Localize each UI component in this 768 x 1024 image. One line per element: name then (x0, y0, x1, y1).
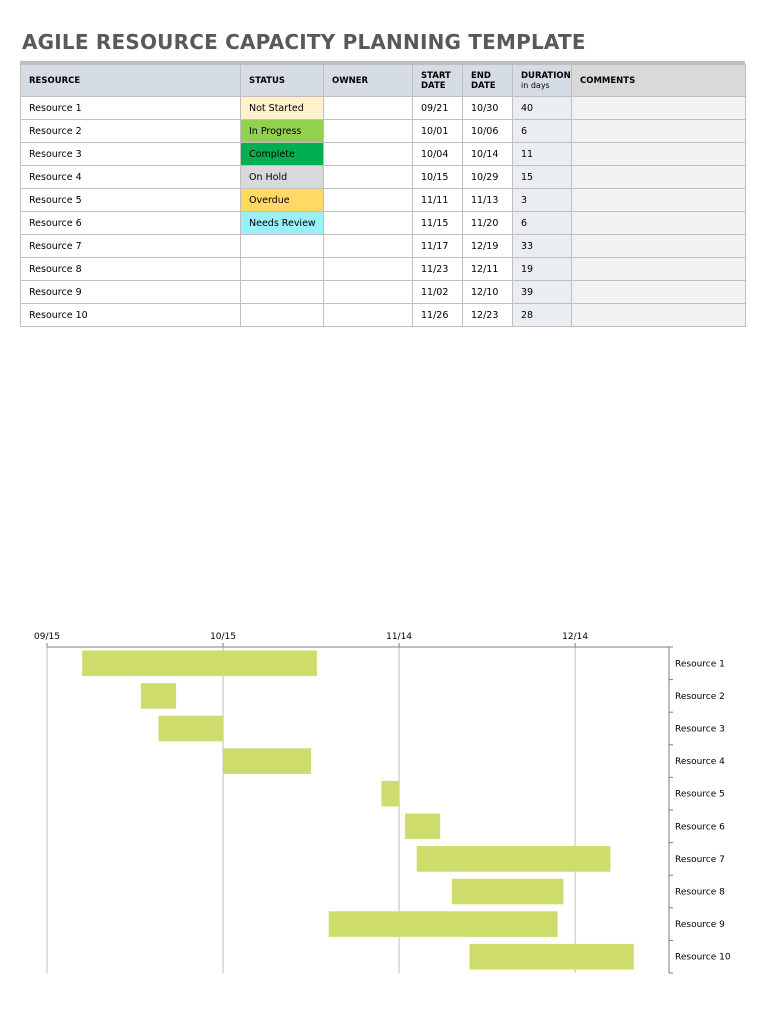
header-comments: COMMENTS (572, 65, 746, 97)
cell-end-date[interactable]: 12/11 (463, 258, 513, 281)
cell-duration[interactable]: 3 (513, 189, 572, 212)
header-duration-sub: in days (521, 80, 550, 90)
cell-start-date[interactable]: 11/02 (413, 281, 463, 304)
gantt-bar[interactable] (158, 716, 223, 742)
page-title: AGILE RESOURCE CAPACITY PLANNING TEMPLATE (22, 30, 586, 54)
resource-table-container (20, 61, 745, 327)
gantt-bar[interactable] (417, 846, 611, 872)
table-header-row (21, 65, 746, 97)
cell-end-date[interactable]: 10/30 (463, 97, 513, 120)
gantt-category-label: Resource 2 (675, 691, 725, 702)
cell-owner[interactable] (324, 235, 413, 258)
gantt-category-label: Resource 4 (675, 757, 725, 768)
header-resource: RESOURCE (21, 65, 241, 97)
header-status: STATUS (241, 65, 324, 97)
cell-start-date[interactable]: 10/04 (413, 143, 463, 166)
cell-owner[interactable] (324, 304, 413, 327)
cell-status[interactable]: In Progress (241, 120, 324, 143)
cell-status[interactable]: Overdue (241, 189, 324, 212)
cell-comments[interactable] (572, 258, 746, 281)
cell-status[interactable] (241, 235, 324, 258)
cell-comments[interactable] (572, 166, 746, 189)
cell-owner[interactable] (324, 281, 413, 304)
gantt-bar[interactable] (381, 781, 399, 807)
table-row (21, 212, 746, 235)
table-row (21, 97, 746, 120)
cell-status[interactable] (241, 304, 324, 327)
cell-start-date[interactable]: 11/26 (413, 304, 463, 327)
cell-duration[interactable]: 28 (513, 304, 572, 327)
cell-resource[interactable]: Resource 6 (21, 212, 241, 235)
table-row (21, 281, 746, 304)
cell-end-date[interactable]: 10/29 (463, 166, 513, 189)
cell-comments[interactable] (572, 212, 746, 235)
table-row (21, 189, 746, 212)
cell-end-date[interactable]: 11/13 (463, 189, 513, 212)
gantt-category-label: Resource 9 (675, 920, 725, 931)
cell-resource[interactable]: Resource 5 (21, 189, 241, 212)
gantt-tick-label: 10/15 (210, 632, 237, 642)
header-owner: OWNER (324, 65, 413, 97)
cell-resource[interactable]: Resource 4 (21, 166, 241, 189)
cell-resource[interactable]: Resource 3 (21, 143, 241, 166)
cell-comments[interactable] (572, 304, 746, 327)
cell-duration[interactable]: 19 (513, 258, 572, 281)
cell-status[interactable] (241, 281, 324, 304)
cell-start-date[interactable]: 11/23 (413, 258, 463, 281)
gantt-bar[interactable] (469, 944, 633, 970)
header-start-date-label: START DATE (421, 70, 451, 91)
cell-status[interactable]: On Hold (241, 166, 324, 189)
cell-end-date[interactable]: 10/14 (463, 143, 513, 166)
cell-owner[interactable] (324, 189, 413, 212)
cell-start-date[interactable]: 09/21 (413, 97, 463, 120)
cell-end-date[interactable]: 12/19 (463, 235, 513, 258)
cell-duration[interactable]: 6 (513, 212, 572, 235)
cell-owner[interactable] (324, 120, 413, 143)
resource-table (20, 64, 746, 327)
cell-duration[interactable]: 33 (513, 235, 572, 258)
table-row (21, 120, 746, 143)
cell-duration[interactable]: 40 (513, 97, 572, 120)
gantt-bar[interactable] (141, 683, 176, 709)
cell-duration[interactable]: 15 (513, 166, 572, 189)
gantt-chart (0, 600, 768, 1000)
cell-resource[interactable]: Resource 7 (21, 235, 241, 258)
cell-resource[interactable]: Resource 2 (21, 120, 241, 143)
gantt-tick-label: 09/15 (34, 632, 60, 642)
gantt-category-label: Resource 5 (675, 789, 725, 800)
gantt-tick-label: 12/14 (562, 632, 589, 642)
gantt-bar[interactable] (329, 911, 558, 937)
table-body (21, 97, 746, 327)
cell-comments[interactable] (572, 97, 746, 120)
cell-start-date[interactable]: 10/15 (413, 166, 463, 189)
cell-resource[interactable]: Resource 10 (21, 304, 241, 327)
cell-status[interactable]: Complete (241, 143, 324, 166)
cell-resource[interactable]: Resource 9 (21, 281, 241, 304)
gantt-category-label: Resource 6 (675, 822, 725, 833)
cell-comments[interactable] (572, 281, 746, 304)
cell-comments[interactable] (572, 120, 746, 143)
cell-end-date[interactable]: 12/10 (463, 281, 513, 304)
cell-status[interactable] (241, 258, 324, 281)
cell-comments[interactable] (572, 143, 746, 166)
cell-owner[interactable] (324, 97, 413, 120)
gantt-bar[interactable] (82, 651, 317, 677)
gantt-bar[interactable] (452, 879, 563, 905)
cell-duration[interactable]: 11 (513, 143, 572, 166)
cell-owner[interactable] (324, 212, 413, 235)
cell-owner[interactable] (324, 258, 413, 281)
cell-start-date[interactable]: 11/15 (413, 212, 463, 235)
header-duration-label: DURATION (521, 70, 571, 81)
gantt-bar[interactable] (405, 814, 440, 840)
gantt-chart-svg (0, 600, 768, 1000)
header-end-date-label: END DATE (471, 70, 496, 91)
header-end-date (463, 65, 513, 97)
gantt-category-label: Resource 1 (675, 659, 725, 670)
cell-comments[interactable] (572, 235, 746, 258)
gantt-category-label: Resource 10 (675, 952, 731, 963)
gantt-tick-label: 11/14 (386, 632, 413, 642)
cell-start-date[interactable]: 10/01 (413, 120, 463, 143)
cell-end-date[interactable]: 12/23 (463, 304, 513, 327)
cell-end-date[interactable]: 10/06 (463, 120, 513, 143)
cell-duration[interactable]: 6 (513, 120, 572, 143)
cell-owner[interactable] (324, 143, 413, 166)
cell-duration[interactable]: 39 (513, 281, 572, 304)
cell-comments[interactable] (572, 189, 746, 212)
table-row (21, 143, 746, 166)
gantt-category-label: Resource 7 (675, 854, 725, 865)
gantt-bar[interactable] (223, 748, 311, 774)
table-row (21, 166, 746, 189)
cell-start-date[interactable]: 11/17 (413, 235, 463, 258)
table-row (21, 304, 746, 327)
gantt-category-label: Resource 3 (675, 724, 725, 735)
cell-owner[interactable] (324, 166, 413, 189)
cell-status[interactable]: Not Started (241, 97, 324, 120)
cell-resource[interactable]: Resource 1 (21, 97, 241, 120)
table-row (21, 235, 746, 258)
cell-status[interactable]: Needs Review (241, 212, 324, 235)
header-duration (513, 65, 572, 97)
gantt-category-label: Resource 8 (675, 887, 725, 898)
cell-end-date[interactable]: 11/20 (463, 212, 513, 235)
cell-start-date[interactable]: 11/11 (413, 189, 463, 212)
header-start-date (413, 65, 463, 97)
cell-resource[interactable]: Resource 8 (21, 258, 241, 281)
table-row (21, 258, 746, 281)
